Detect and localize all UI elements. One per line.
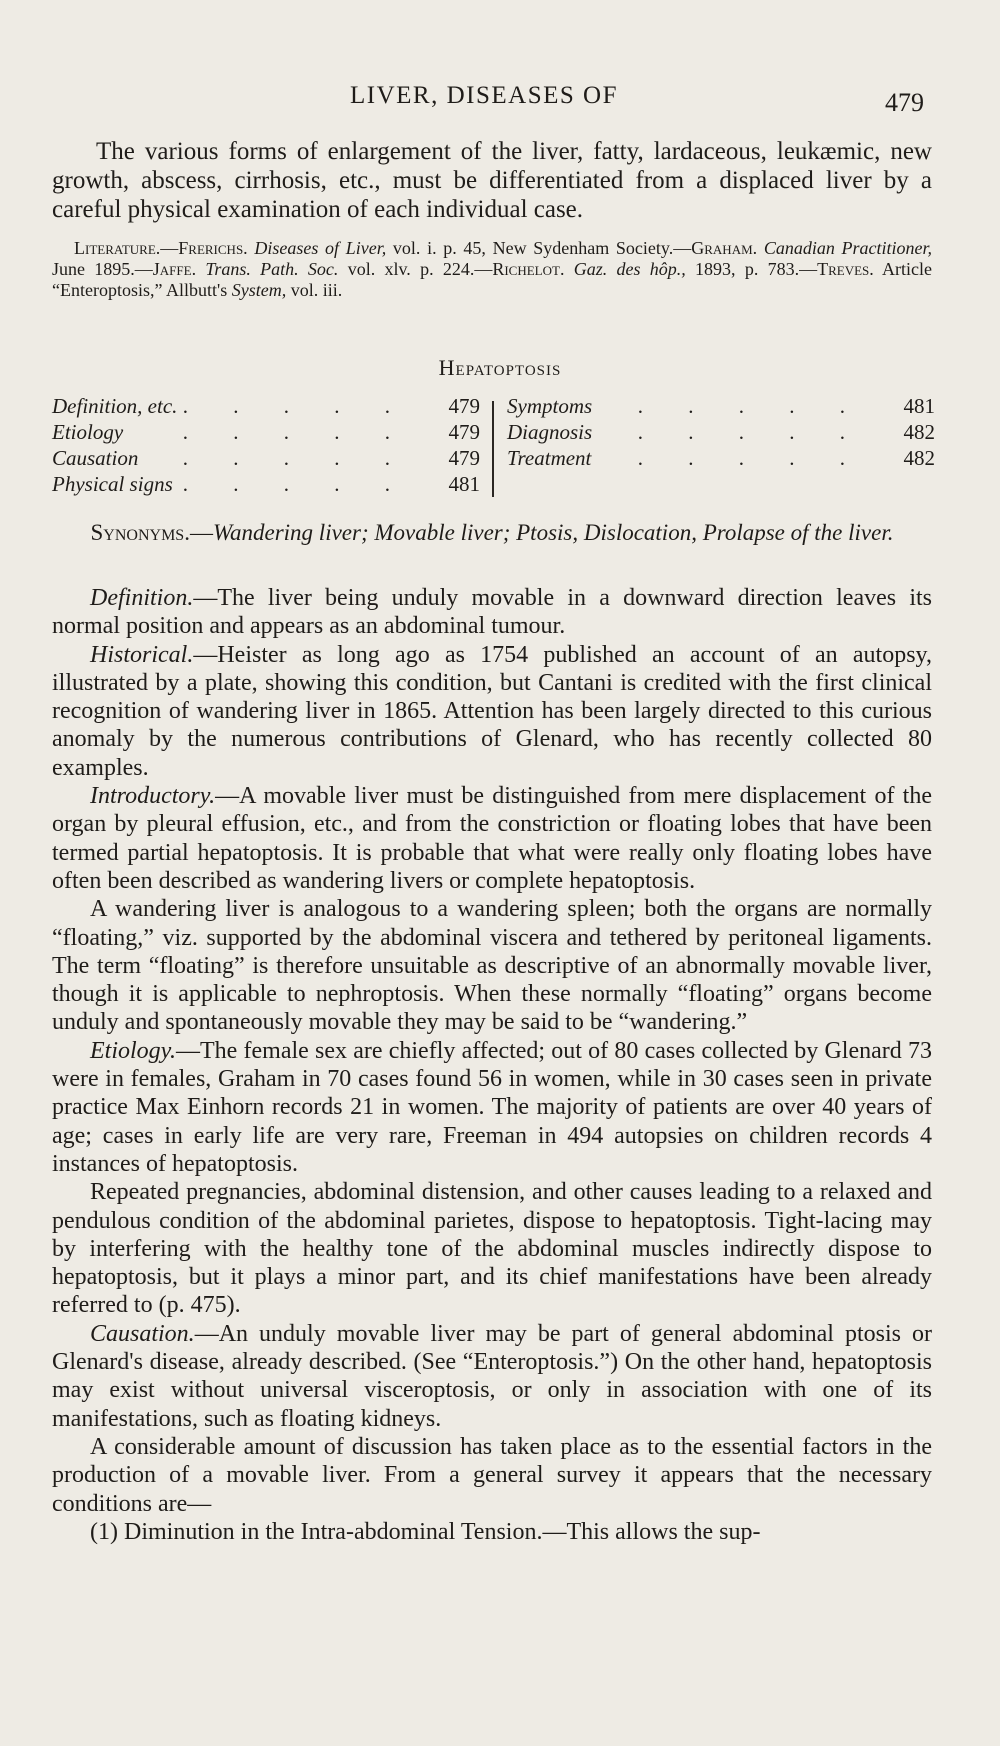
contents-entry (52, 393, 480, 419)
contents-entry-page: 479 (448, 394, 480, 418)
paragraph-historical (52, 641, 932, 782)
running-title: LIVER, DISEASES OF (350, 82, 618, 109)
contents-entry-label: Symptoms (507, 394, 593, 418)
paragraph-causation (52, 1320, 932, 1433)
ref-detail: June 1895. (52, 259, 135, 279)
contents-entry (507, 445, 935, 471)
ref-title: Trans. Path. Soc. (205, 259, 339, 279)
ref-author: Richelot. (492, 259, 565, 279)
contents-entry-label: Physical signs (52, 472, 173, 496)
contents-entry-label: Definition, etc. (52, 394, 178, 418)
ref-author: Graham. (691, 238, 758, 258)
paragraph-heading: Historical. (90, 641, 194, 668)
ref-title: Diseases of Liver, (254, 238, 387, 258)
paragraph-heading: Causation. (90, 1320, 195, 1347)
synonyms-text: Wandering liver; Movable liver; Ptosis, Dislocation, Prolapse of the liver. (212, 520, 894, 545)
paragraph-heading: Definition. (90, 585, 194, 611)
dot-leader: . . . . . (637, 394, 865, 418)
contents-entry-label: Treatment (507, 446, 592, 470)
paragraph-definition (52, 584, 932, 641)
contents-column-left (52, 393, 480, 497)
contents-entry-page: 479 (448, 420, 480, 444)
paragraph-etiology (52, 1037, 932, 1178)
contents-entry-page: 482 (903, 420, 935, 444)
ref-author: Treves. (817, 259, 874, 279)
paragraph-introductory (52, 782, 932, 895)
paragraph-condition-1 (52, 1518, 932, 1546)
literature-label: Literature. (74, 238, 161, 258)
paragraph-text: —A movable liver must be distinguished from mere displacement of the organ by pleural effusion, etc., and from the constriction or floating lobes that have been termed partial hepatoptosis. It is probable that what were really only floating lobes have often been described as wandering livers or complete hepatoptosis. (52, 783, 932, 894)
dot-leader: . . . . . (637, 420, 865, 444)
paragraph-text: —Heister as long ago as 1754 published an account of an autopsy, illustrated by a plate, showing this condition, but Cantani is credited with the first clinical recognition of wandering liver in 1865. Attention has been largely directed to this curious anomaly by the numerous contributions of Glenard, who has recently collected 80 examples. (52, 641, 932, 781)
contents-entry (52, 419, 480, 445)
ref-title: Gaz. des hôp., (573, 259, 686, 279)
ref-detail: vol. iii. (286, 280, 343, 300)
synonyms (52, 519, 932, 547)
paragraph-text: —An unduly movable liver may be part of general abdominal ptosis or Glenard's disease, already described. (See “Enteroptosis.”) On the other hand, hepatoptosis may exist without universal visceroptosis, or only in association with one of its manifestations, such as floating kidneys. (52, 1320, 932, 1432)
paragraph-pregnancies (52, 1178, 932, 1319)
ref-detail: Article “Enteroptosis,” Allbutt's (52, 259, 933, 300)
dot-leader: . . . . . (182, 420, 410, 444)
contents-divider (492, 401, 494, 497)
contents-entry-label: Etiology (52, 420, 124, 444)
paragraph-text: A wandering liver is analogous to a wandering spleen; both the organs are normally “floating,” viz. supported by the abdominal viscera and tethered by peritoneal ligaments. The term “floating” is therefore unsuitable as descriptive of an abnormally movable liver, though it is applicable to nephroptosis. When these normally “floating” organs become unduly and spontaneously movable they may be said to be “wandering.” (52, 896, 932, 1036)
dot-leader: . . . . . (182, 472, 410, 496)
intro-paragraph: The various forms of enlargement of the liver, fatty, lardaceous, leukæmic, new growth, abscess, cirrhosis, etc., must be differentiated from a displaced liver by a careful physical examination of each individual case. (52, 138, 932, 223)
ref-author: Jaffe. (152, 259, 197, 279)
ref-title: Canadian Practitioner, (763, 238, 933, 258)
paragraph-discussion (52, 1433, 932, 1518)
contents-entry-page: 481 (448, 472, 480, 496)
contents-entry (52, 471, 480, 497)
paragraph-text: —The female sex are chiefly affected; out of 80 cases collected by Glenard 73 were in females, Graham in 70 cases found 56 in women, while in 30 cases seen in private practice Max Einhorn records 21 in women. The majority of patients are over 40 years of age; cases in early life are very rare, Freeman in 494 autopsies on children records 4 instances of hepatoptosis. (52, 1037, 932, 1177)
contents-entry (507, 419, 935, 445)
ref-author: Frerichs. (178, 238, 248, 258)
ref-detail: 1893, p. 783. (685, 259, 800, 279)
ref-detail: vol. xlv. p. 224. (338, 259, 475, 279)
dot-leader: . . . . . (182, 394, 410, 418)
literature-references: Literature.—Frerichs. Diseases of Liver, vol. i. p. 45, New Sydenham Society.—Graham. Canadian Practitioner, June 1895.—Jaffe. Trans. Path. Soc. vol. xlv. p. 224.—Richelot. Gaz. des hôp., 1893, p. 783.—Treves. Article “Enteroptosis,” Allbutt's System, vol. iii. (52, 238, 933, 300)
dot-leader: . . . . . (637, 446, 865, 470)
dot-leader: . . . . . (182, 446, 410, 470)
contents-entry (52, 445, 480, 471)
paragraph-text: A considerable amount of discussion has taken place as to the essential factors in the production of a movable liver. From a general survey it appears that the necessary conditions are— (52, 1433, 932, 1517)
page-number: 479 (885, 88, 924, 117)
paragraph-text: (1) Diminution in the Intra-abdominal Tension.—This allows the sup- (90, 1518, 761, 1545)
ref-detail: vol. i. p. 45, New Sydenham Society. (386, 238, 674, 258)
contents-entry-label: Causation (52, 446, 139, 470)
synonyms-label: Synonyms.— (90, 520, 213, 545)
ref-title: System, (231, 280, 287, 300)
contents-table (52, 393, 935, 505)
paragraph-text: Repeated pregnancies, abdominal distension, and other causes leading to a relaxed and pendulous condition of the abdominal parietes, dispose to hepatoptosis. Tight-lacing may by interfering with the healthy tone of the abdominal muscles indirectly dispose to hepatoptosis, but it plays a minor part, and its chief manifestations have been already referred to (p. 475). (52, 1179, 932, 1319)
paragraph-text: —The liver being unduly movable in a downward direction leaves its normal position and appears as an abdominal tumour. (52, 585, 932, 640)
contents-entry-page: 482 (903, 446, 935, 470)
contents-entry-page: 481 (903, 394, 935, 418)
page-header (0, 82, 1000, 122)
body-text (52, 584, 932, 1546)
contents-entry (507, 393, 935, 419)
section-title: Hepatoptosis (438, 355, 562, 380)
contents-entry-label: Diagnosis (507, 420, 593, 444)
paragraph-heading: Introductory. (90, 783, 216, 810)
contents-column-right (507, 393, 935, 471)
paragraph-heading: Etiology. (90, 1037, 176, 1064)
paragraph-wandering-liver (52, 895, 932, 1036)
contents-entry-page: 479 (448, 446, 480, 470)
